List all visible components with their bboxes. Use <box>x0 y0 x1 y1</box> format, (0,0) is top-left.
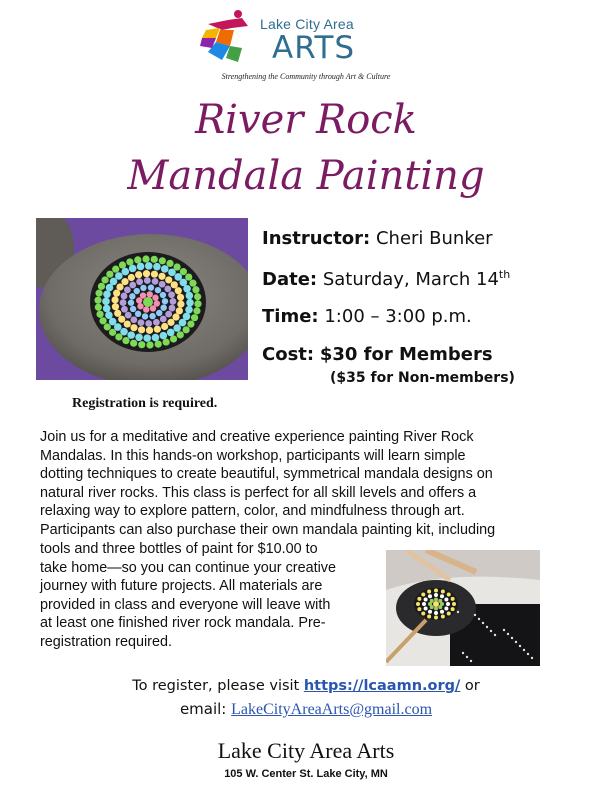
mandala-dot <box>444 598 448 602</box>
mandala-dot <box>174 263 181 270</box>
practice-dot <box>494 634 496 636</box>
mandala-dot <box>177 301 184 308</box>
mandala-dot <box>161 323 168 330</box>
mandala-dot <box>110 278 118 286</box>
mandala-dot <box>416 602 420 606</box>
instructor-name: Cheri Bunker <box>375 228 493 249</box>
mandala-dot <box>151 271 158 278</box>
mandala-dot <box>140 292 146 298</box>
mandala-dot <box>194 293 201 300</box>
mandala-dot <box>121 306 128 313</box>
description-line: take home—so you can continue your creative <box>40 559 336 576</box>
mandala-dot <box>417 597 421 601</box>
description-line: registration required. <box>40 633 172 650</box>
mandala-dot <box>136 278 143 285</box>
register-prefix: To register, please visit <box>132 678 304 694</box>
mandala-dot <box>154 326 161 333</box>
mandala-dot <box>193 307 200 314</box>
mandala-dot <box>119 261 126 268</box>
mandala-dot <box>160 316 167 323</box>
mandala-dot <box>140 285 146 291</box>
date-label: Date: <box>262 269 318 290</box>
mandala-dot <box>109 318 117 326</box>
mandala-dot <box>155 287 161 293</box>
mandala-dot <box>146 341 153 348</box>
mandala-dot <box>155 340 162 347</box>
instructor-label: Instructor: <box>262 228 371 249</box>
mandala-dot <box>163 338 170 345</box>
mandala-dot <box>109 329 116 336</box>
mandala-dot <box>177 294 184 301</box>
mandala-dot <box>145 262 153 270</box>
mandala-dot <box>173 324 181 332</box>
mandala-dot <box>104 323 111 330</box>
mandala-dot <box>186 299 194 307</box>
mandala-dot <box>159 257 166 264</box>
practice-dot <box>515 641 517 643</box>
mandala-dot <box>180 279 188 287</box>
mandala-dot <box>434 589 438 593</box>
mandala-dot <box>143 270 150 277</box>
mandala-dot <box>189 280 196 287</box>
mandala-dot <box>417 607 421 611</box>
mandala-dot <box>427 590 431 594</box>
description-narrow <box>40 540 370 652</box>
mandala-dot <box>113 290 120 297</box>
title-line1: River Rock <box>195 97 417 143</box>
org-name: Lake City Area Arts <box>217 738 395 763</box>
mandala-dot <box>95 290 102 297</box>
mandala-dot <box>112 303 119 310</box>
address: 105 W. Center St. Lake City, MN <box>224 768 388 780</box>
mandala-dot <box>447 592 451 596</box>
mandala-dot <box>427 614 431 618</box>
mandala-dot <box>150 305 156 311</box>
mandala-dot <box>160 304 166 310</box>
mandala-dot <box>152 334 160 342</box>
mandala-dot <box>147 291 153 297</box>
practice-dot <box>478 618 480 620</box>
mandala-dot <box>191 314 198 321</box>
mandala-dot <box>126 258 133 265</box>
mandala-dot <box>142 255 149 262</box>
mandala-dot <box>451 597 455 601</box>
mandala-dot <box>121 293 128 300</box>
logo-line1: Lake City Area <box>260 16 354 32</box>
mandala-dot <box>451 607 455 611</box>
practice-dot <box>474 614 476 616</box>
mandala-dot <box>171 281 178 288</box>
practice-dot <box>457 611 459 613</box>
mandala-dot <box>130 324 137 331</box>
mandala-dot <box>152 295 158 301</box>
mandala-dot <box>185 273 192 280</box>
mandala-dot <box>194 300 201 307</box>
mandala-dot <box>434 598 438 602</box>
practice-dot <box>462 652 464 654</box>
mandala-dot <box>438 605 442 609</box>
mandala-dot <box>127 331 135 339</box>
mandala-dot <box>129 265 137 273</box>
mandala-dot <box>124 320 131 327</box>
mandala-dot <box>160 292 166 298</box>
practice-dot <box>486 626 488 628</box>
mandala-dot <box>162 298 168 304</box>
cost-line <box>262 344 493 365</box>
description-line: provided in class and everyone will leave with <box>40 596 331 613</box>
mandala-dot <box>421 592 425 596</box>
mandala-rock-photo <box>36 218 248 380</box>
mandala-dot <box>149 313 155 319</box>
mandala-dot <box>137 303 143 309</box>
email-label: email: <box>179 700 232 718</box>
mandala-dot <box>114 310 121 317</box>
mandala-dot <box>128 300 134 306</box>
practice-dot <box>503 629 505 631</box>
mandala-dot <box>128 274 135 281</box>
painting-illustration <box>386 550 540 666</box>
logo-line2: ARTS <box>272 30 356 66</box>
mandala-dot <box>156 310 162 316</box>
mandala-dot <box>153 263 161 271</box>
practice-dot <box>490 630 492 632</box>
mandala-dot <box>441 590 445 594</box>
register-url-link[interactable]: https://lcaamn.org/ <box>303 678 461 694</box>
register-line <box>0 678 612 694</box>
description-line: at least one finished river rock mandala. Pre- <box>40 615 326 632</box>
mandala-dot <box>130 316 137 323</box>
practice-dot <box>527 653 529 655</box>
mandala-dot <box>129 293 135 299</box>
mandala-dot <box>120 328 128 336</box>
mandala-dot <box>148 284 154 290</box>
mandala-dot <box>94 297 101 304</box>
mandala-dot <box>105 311 113 319</box>
practice-dot <box>531 657 533 659</box>
mandala-dot <box>176 307 183 314</box>
mandala-dot <box>103 305 111 313</box>
mandala-dot <box>129 282 136 289</box>
mandala-dot <box>99 317 106 324</box>
mandala-dot <box>134 256 141 263</box>
mandala-dot <box>111 296 118 303</box>
tagline: Strengthening the Community through Art & Culture <box>221 72 391 81</box>
mandala-dot <box>446 602 450 606</box>
description-line: tools and three bottles of paint for $10.00 to <box>40 541 318 557</box>
mandala-dot <box>152 278 159 285</box>
mandala-dot <box>424 598 428 602</box>
mandala-dot <box>138 326 145 333</box>
mandala-dot <box>146 327 153 334</box>
mandala-dot <box>167 329 175 337</box>
description-line: journey with future projects. All materials are <box>40 578 323 595</box>
description-line: Join us for a meditative and creative experience painting River Rock <box>40 429 474 445</box>
date-value: Saturday, March 14 <box>322 269 499 290</box>
mandala-dot <box>179 319 187 327</box>
mandala-dot <box>434 611 438 615</box>
cost-label: Cost: <box>262 344 315 365</box>
mandala-dot <box>142 313 148 319</box>
mandala-dot <box>165 311 172 318</box>
mandala-dot <box>438 599 442 603</box>
mandala-dot <box>159 281 166 288</box>
mandala-dot <box>151 256 158 263</box>
mandala-dot <box>102 298 110 306</box>
mandala-dot <box>160 332 168 340</box>
description-line: natural river rocks. This class is perfect for all skill levels and offers a <box>40 484 477 501</box>
mandala-dot <box>153 319 160 326</box>
practice-dot <box>511 637 513 639</box>
practice-dot <box>523 649 525 651</box>
mandala-dot <box>122 337 129 344</box>
mandala-dot <box>183 285 191 293</box>
mandala-dot <box>183 326 190 333</box>
mandala-dot <box>158 273 165 280</box>
mandala-dot <box>165 276 172 283</box>
mandala-dot <box>120 299 127 306</box>
mandala-dot <box>118 316 125 323</box>
time-label: Time: <box>262 306 319 327</box>
cost-members: $30 for Members <box>319 344 493 365</box>
mandala-dot <box>101 276 108 283</box>
mandala-dot <box>434 593 438 597</box>
practice-dot <box>519 645 521 647</box>
mandala-dot <box>121 278 128 285</box>
mandala-dot <box>168 269 176 277</box>
mandala-dot <box>145 320 152 327</box>
mandala-dot <box>135 271 142 278</box>
mandala-dot <box>166 260 173 267</box>
mandala-dot <box>167 319 174 326</box>
mandala-dot <box>444 607 448 611</box>
mandala-dot <box>428 594 432 598</box>
email-line <box>0 700 612 719</box>
mandala-dot <box>168 291 175 298</box>
logo-figure-icon <box>198 8 254 66</box>
mandala-dot <box>138 341 145 348</box>
mandala-dot <box>447 612 451 616</box>
mandala-dot <box>125 312 132 319</box>
mandala-dot <box>143 297 153 307</box>
mandala-dot <box>187 320 194 327</box>
mandala-dot <box>164 285 171 292</box>
mandala-dot <box>177 331 184 338</box>
mandala-dot <box>116 283 123 290</box>
mandala-dot <box>424 607 428 611</box>
mandala-dot <box>98 283 105 290</box>
mandala-dot <box>421 612 425 616</box>
practice-dot <box>507 633 509 635</box>
mandala-dot <box>434 607 438 611</box>
title-line2: Mandala Painting <box>127 153 485 199</box>
mandala-dot <box>161 265 169 273</box>
mandala-dot <box>170 298 177 305</box>
mandala-dot <box>143 334 151 342</box>
mandala-dot <box>95 304 102 311</box>
email-link[interactable]: LakeCityAreaArts@gmail.com <box>231 701 433 718</box>
mandala-rock-illustration <box>36 218 248 380</box>
practice-dot <box>482 622 484 624</box>
date-line <box>262 268 510 290</box>
painting-class-photo <box>386 550 540 666</box>
description-line: relaxing way to explore pattern, color, and mindfulness through art. <box>40 503 465 520</box>
mandala-dot <box>185 306 193 314</box>
mandala-dot <box>170 335 177 342</box>
mandala-dot <box>434 616 438 620</box>
mandala-dot <box>175 287 182 294</box>
mandala-dot <box>106 271 113 278</box>
mandala-dot <box>440 594 444 598</box>
cost-nonmembers: ($35 for Non-members) <box>330 370 515 386</box>
mandala-dot <box>115 333 122 340</box>
mandala-dot <box>172 313 179 320</box>
practice-dot <box>466 656 468 658</box>
mandala-dot <box>103 291 111 299</box>
mandala-dot <box>440 610 444 614</box>
mandala-dot <box>422 602 426 606</box>
description-line: dotting techniques to create beautiful, symmetrical mandala designs on <box>40 466 493 483</box>
mandala-dot <box>452 602 456 606</box>
mandala-dot <box>430 599 434 603</box>
instructor-line <box>262 228 493 249</box>
registration-required: Registration is required. <box>72 396 218 411</box>
mandala-dot <box>433 601 439 607</box>
register-suffix: or <box>460 678 480 694</box>
mandala-dot <box>186 292 194 300</box>
mandala-dot <box>428 610 432 614</box>
time-line <box>262 306 472 327</box>
mandala-dot <box>180 268 187 275</box>
mandala-dot <box>134 288 140 294</box>
mandala-dot <box>135 333 143 341</box>
mandala-dot <box>130 340 137 347</box>
mandala-dot <box>122 268 130 276</box>
mandala-dot <box>143 306 149 312</box>
practice-dot <box>470 660 472 662</box>
mandala-dot <box>137 263 145 271</box>
date-suffix: th <box>498 268 511 281</box>
description-full <box>40 428 580 540</box>
mandala-dot <box>135 311 141 317</box>
mandala-dot <box>124 286 131 293</box>
mandala-dot <box>112 266 119 273</box>
mandala-dot <box>138 319 145 326</box>
description-line: Mandalas. In this hands-on workshop, participants will learn simple <box>40 447 466 464</box>
mandala-dot <box>130 306 136 312</box>
mandala-dot <box>192 286 199 293</box>
time-value: 1:00 – 3:00 p.m. <box>324 306 472 327</box>
mandala-dot <box>96 311 103 318</box>
mandala-dot <box>169 305 176 312</box>
mandala-dot <box>115 272 123 280</box>
mandala-dot <box>144 277 151 284</box>
description-line: Participants can also purchase their own mandala painting kit, including <box>40 521 496 538</box>
mandala-dot <box>441 614 445 618</box>
